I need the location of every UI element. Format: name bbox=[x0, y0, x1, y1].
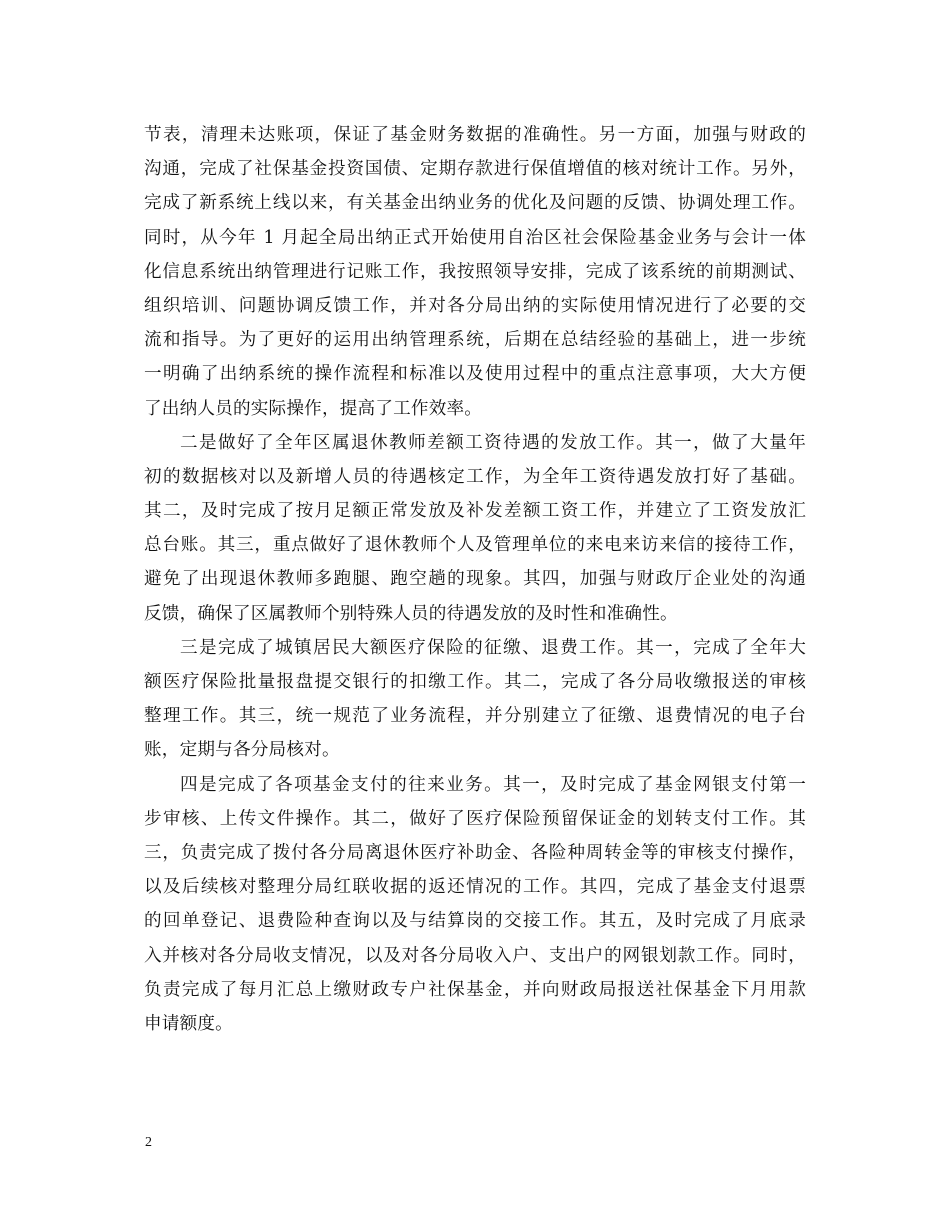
text-line: 整理工作。其三，统一规范了业务流程，并分别建立了征缴、退费情况的电子台 bbox=[144, 706, 806, 727]
text-line: 申请额度。 bbox=[144, 1013, 233, 1034]
text-line: 一明确了出纳系统的操作流程和标准以及使用过程中的重点注意事项，大大方便 bbox=[144, 364, 806, 385]
text-line: 化信息系统出纳管理进行记账工作，我按照领导安排，完成了该系统的前期测试、 bbox=[144, 261, 806, 282]
text-line: 沟通，完成了社保基金投资国债、定期存款进行保值增值的核对统计工作。另外， bbox=[144, 159, 806, 180]
text-line: 节表，清理未达账项，保证了基金财务数据的准确性。另一方面，加强与财政的 bbox=[144, 125, 806, 145]
text-line: 避免了出现退休教师多跑腿、跑空趟的现象。其四，加强与财政厅企业处的沟通 bbox=[144, 569, 806, 590]
text-line: 的回单登记、退费险种查询以及与结算岗的交接工作。其五，及时完成了月底录 bbox=[144, 911, 806, 932]
text-line: 账，定期与各分局核对。 bbox=[144, 740, 340, 761]
text-line: 步审核、上传文件操作。其二，做好了医疗保险预留保证金的划转支付工作。其 bbox=[144, 808, 806, 829]
text-line: 反馈，确保了区属教师个别特殊人员的待遇发放的及时性和准确性。 bbox=[144, 603, 678, 624]
text-line: 其二，及时完成了按月足额正常发放及补发差额工资工作，并建立了工资发放汇 bbox=[144, 501, 806, 522]
text-line: 了出纳人员的实际操作，提高了工作效率。 bbox=[144, 398, 483, 419]
text-line: 初的数据核对以及新增人员的待遇核定工作，为全年工资待遇发放打好了基础。 bbox=[144, 466, 806, 487]
text-line: 总台账。其三，重点做好了退休教师个人及管理单位的来电来访来信的接待工作， bbox=[144, 535, 806, 556]
text-line: 三，负责完成了拨付各分局离退休医疗补助金、各险种周转金等的审核支付操作， bbox=[144, 842, 806, 863]
text-line: 同时，从今年 1 月起全局出纳正式开始使用自治区社会保险基金业务与会计一体 bbox=[144, 227, 806, 248]
text-line: 四是完成了各项基金支付的往来业务。其一，及时完成了基金网银支付第一 bbox=[180, 774, 806, 795]
text-line: 流和指导。为了更好的运用出纳管理系统，后期在总结经验的基础上，进一步统 bbox=[144, 330, 806, 351]
text-line: 以及后续核对整理分局红联收据的返还情况的工作。其四，完成了基金支付退票 bbox=[144, 877, 806, 898]
text-line: 二是做好了全年区属退休教师差额工资待遇的发放工作。其一，做了大量年 bbox=[180, 432, 806, 453]
text-line: 额医疗保险批量报盘提交银行的扣缴工作。其二，完成了各分局收缴报送的审核 bbox=[144, 672, 806, 692]
body-text bbox=[144, 118, 806, 1041]
text-line: 入并核对各分局收支情况，以及对各分局收入户、支出户的网银划款工作。同时， bbox=[144, 945, 806, 966]
text-line: 负责完成了每月汇总上缴财政专户社保基金，并向财政局报送社保基金下月用款 bbox=[144, 979, 806, 1000]
text-line: 三是完成了城镇居民大额医疗保险的征缴、退费工作。其一，完成了全年大 bbox=[180, 637, 806, 658]
text-line: 完成了新系统上线以来，有关基金出纳业务的优化及问题的反馈、协调处理工作。 bbox=[144, 193, 806, 214]
text-line: 组织培训、问题协调反馈工作，并对各分局出纳的实际使用情况进行了必要的交 bbox=[144, 295, 806, 316]
page-number: 2 bbox=[145, 1135, 152, 1150]
